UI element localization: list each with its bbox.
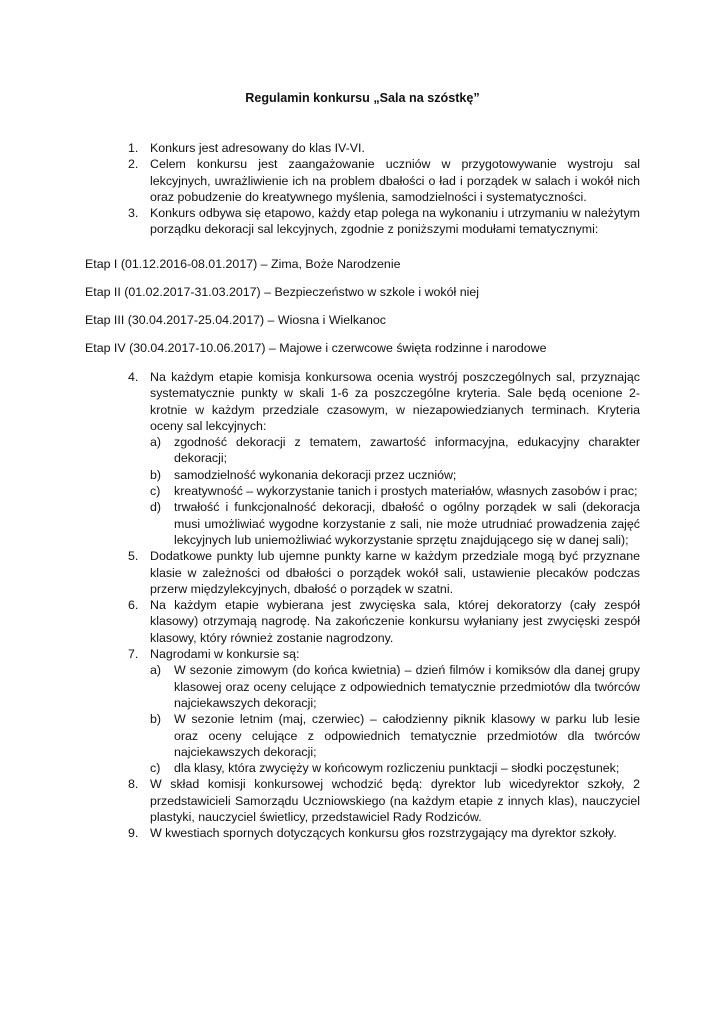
sub-letter: b) [150,712,162,727]
item-text: W kwestiach spornych dotyczących konkursu głos rozstrzygający ma dyrektor szkoły. [150,826,617,841]
sub-item [150,662,640,711]
sub-item [150,483,640,499]
list-item [128,548,640,597]
sub-text: W sezonie letnim (maj, czerwiec) – całodzienny piknik klasowy w parku lub lesie oraz oceny celujące z odpowiednich tematycznie przedmiotów dla twórców najciekawszych dekoracji; [174,712,640,759]
list-item [128,597,640,646]
sub-text: samodzielność wykonania dekoracji przez uczniów; [174,467,457,482]
sub-letter: b) [150,467,162,482]
list-item [128,825,640,841]
sub-text: dla klasy, która zwycięży w końcowym rozliczeniu punktacji – słodki poczęstunek; [174,761,620,776]
item-number: 1. [128,141,139,155]
item-number: 2. [128,157,139,172]
item-number: 4. [128,370,139,384]
item-number: 8. [128,777,139,792]
sub-letter: c) [150,761,161,776]
list-item [128,156,640,205]
sub-letter: a) [150,435,162,450]
sub-letter: d) [150,500,162,515]
points-list-1 [128,140,640,238]
list-item [128,369,640,548]
list-item [128,776,640,825]
stage-line: Etap IV (30.04.2017-10.06.2017) – Majowe i czerwcowe święta rodzinne i narodowe [85,341,547,355]
sub-item [150,760,640,776]
item-number: 6. [128,598,139,613]
list-item [128,205,640,238]
sub-text: trwałość i funkcjonalność dekoracji, dbałość o ogólny porządek w sali (dekoracja musi umożliwiać wygodne korzystanie z sali, nie może utrudniać prowadzenia zajęć lekcyjnych lub uniemożliwiać wykorzystanie sprzętu znajdującego się w danej sali); [174,500,640,547]
sub-text: W sezonie zimowym (do końca kwietnia) – dzień filmów i komiksów dla danej grupy klasowej oraz oceny celujące z odpowiednich tematycznie przedmiotów dla twórców najciekawszych dekoracji; [174,663,640,710]
stage-line: Etap II (01.02.2017-31.03.2017) – Bezpieczeństwo w szkole i wokół niej [85,285,479,299]
item-number: 3. [128,206,139,221]
item-text: Dodatkowe punkty lub ujemne punkty karne w każdym przedziale mogą być przyznane klasie w zależności od dbałości o porządek wokół sali, ustawienie plecaków podczas przerw międzylekcyjnych, dbałość o porządek w szatni. [150,549,640,596]
item-text: Nagrodami w konkursie są: [150,647,300,662]
sub-letter: a) [150,663,162,678]
sub-item [150,711,640,760]
item-text: Konkurs jest adresowany do klas IV-VI. [150,141,365,155]
item-text: Konkurs odbywa się etapowo, każdy etap polega na wykonaniu i utrzymaniu w należytym porządku dekoracji sal lekcyjnych, zgodnie z poniższymi modułami tematycznymi: [150,206,640,237]
points-list-2 [128,369,640,842]
page-title: Regulamin konkursu „Sala na szóstkę” [245,91,480,105]
stage-line: Etap III (30.04.2017-25.04.2017) – Wiosna i Wielkanoc [85,313,386,327]
list-item [128,646,640,776]
sub-text: zgodność dekoracji z tematem, zawartość informacyjna, edukacyjny charakter dekoracji; [174,435,640,466]
sub-item [150,467,640,483]
item-text: W skład komisji konkursowej wchodzić będą: dyrektor lub wicedyrektor szkoły, 2 przedstawicieli Samorządu Uczniowskiego (na każdym etapie z innych klas), nauczyciel plastyki, nauczyciel świetlicy, przedstawiciel Rady Rodziców. [150,777,640,825]
list-item [128,140,640,156]
item-text: Celem konkursu jest zaangażowanie uczniów w przygotowywanie wystroju sal lekcyjnych, uwrażliwienie ich na problem dbałości o ład i porządek w salach i wokół nich oraz pobudzenie do kreatywnego myślenia, samodzielności i systematyczności. [150,157,640,204]
sub-text: kreatywność – wykorzystanie tanich i prostych materiałów, własnych zasobów i prac; [174,484,638,499]
sub-item [150,434,640,467]
stage-line: Etap I (01.12.2016-08.01.2017) – Zima, Boże Narodzenie [85,257,401,271]
item-number: 7. [128,647,139,662]
item-text: Na każdym etapie wybierana jest zwycięska sala, której dekoratorzy (cały zespół klasowy) otrzymają nagrodę. Na zakończenie konkursu wyłaniany jest zwycięski zespół klasowy, który również zostanie nagrodzony. [150,598,640,645]
sub-item [150,499,640,548]
sub-letter: c) [150,484,161,499]
item-number: 9. [128,826,139,841]
item-text: Na każdym etapie komisja konkursowa ocenia wystrój poszczególnych sal, przyznając systematycznie punkty w skali 1-6 za poszczególne kryteria. Sale będą ocenione 2-krotnie w każdym przedziale czasowym, w niezapowiedzianych terminach. Kryteria oceny sal lekcyjnych: [150,370,640,433]
item-number: 5. [128,549,139,564]
